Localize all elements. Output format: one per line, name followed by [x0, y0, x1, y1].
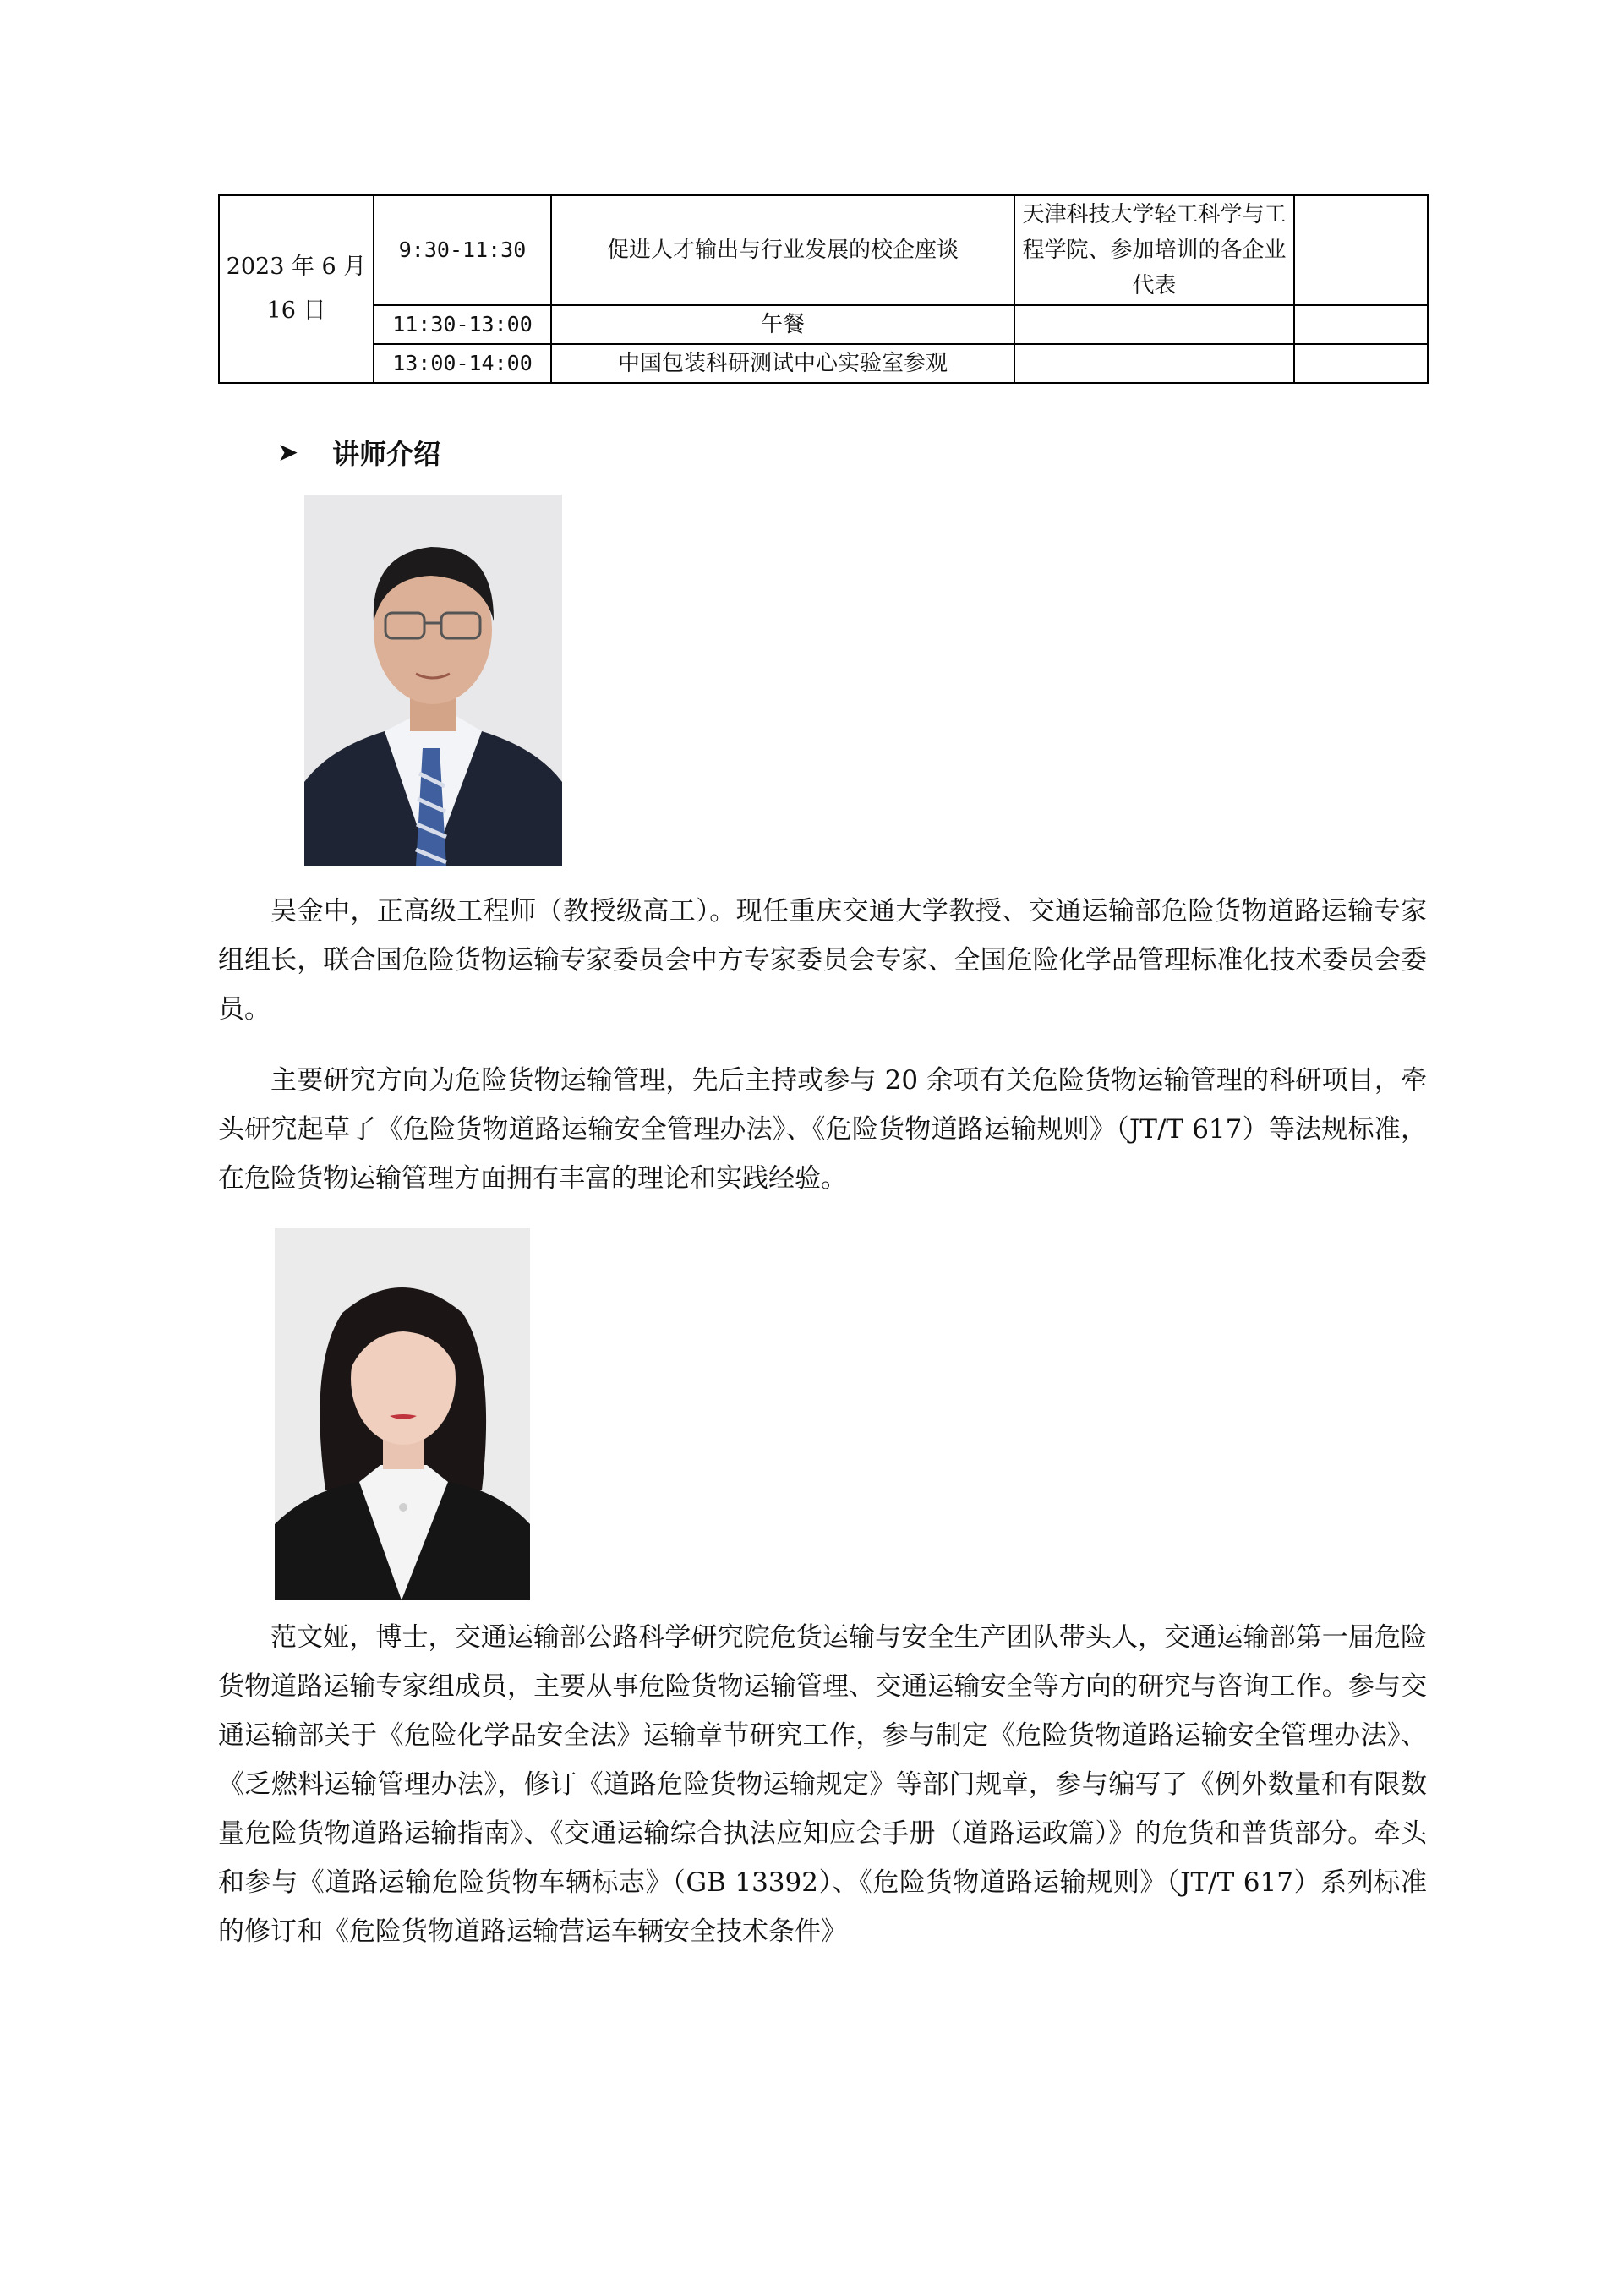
schedule-note: [1294, 305, 1428, 344]
lecturer-photo-2: [275, 1228, 530, 1600]
arrow-bullet-icon: ➤: [277, 437, 299, 467]
schedule-activity: 促进人才输出与行业发展的校企座谈: [551, 195, 1014, 305]
schedule-participants: [1014, 344, 1294, 383]
table-row: [219, 344, 1428, 383]
schedule-activity: 午餐: [551, 305, 1014, 344]
portrait-woman-icon: [275, 1228, 530, 1600]
lecturer-1-bio: 吴金中，正高级工程师（教授级高工）。现任重庆交通大学教授、交通运输部危险货物道路运输专家组组长，联合国危险货物运输专家委员会中方专家委员会专家、全国危险化学品管理标准化技术委员会委员。: [218, 896, 1427, 1025]
schedule-table: [218, 194, 1429, 384]
schedule-participants: [1014, 305, 1294, 344]
schedule-time: 9:30-11:30: [374, 195, 551, 305]
lecturer-1-research: 主要研究方向为危险货物运输管理，先后主持或参与 20 余项有关危险货物运输管理的科研项目，牵头研究起草了《危险货物道路运输安全管理办法》、《危险货物道路运输规则》（JT/T 617）等法规标准，在危险货物运输管理方面拥有丰富的理论和实践经验。: [218, 1065, 1427, 1194]
portrait-man-icon: [304, 495, 562, 866]
lecturer-2-bio: 范文娅，博士，交通运输部公路科学研究院危货运输与安全生产团队带头人，交通运输部第一届危险货物道路运输专家组成员，主要从事危险货物运输管理、交通运输安全等方向的研究与咨询工作。参与交通运输部关于《危险化学品安全法》运输章节研究工作，参与制定《危险货物道路运输安全管理办法》、《乏燃料运输管理办法》，修订《道路危险货物运输规定》等部门规章，参与编写了《例外数量和有限数量危险货物道路运输指南》、《交通运输综合执法应知应会手册（道路运政篇）》的危货和普货部分。牵头和参与《道路运输危险货物车辆标志》（GB 13392）、《危险货物道路运输规则》（JT/T 617）系列标准的修订和《危险货物道路运输营运车辆安全技术条件》: [218, 1622, 1427, 1947]
lecturer-photo-1: [304, 495, 562, 866]
schedule-note: [1294, 195, 1428, 305]
schedule-activity: 中国包装科研测试中心实验室参观: [551, 344, 1014, 383]
schedule-date: 2023 年 6 月 16 日: [219, 195, 374, 383]
table-row: [219, 305, 1428, 344]
schedule-time: 13:00-14:00: [374, 344, 551, 383]
table-row: [219, 195, 1428, 305]
schedule-note: [1294, 344, 1428, 383]
section-heading: [277, 433, 440, 472]
schedule-time: 11:30-13:00: [374, 305, 551, 344]
schedule-participants: 天津科技大学轻工科学与工程学院、参加培训的各企业代表: [1014, 195, 1294, 305]
section-title: 讲师介绍: [332, 438, 441, 470]
